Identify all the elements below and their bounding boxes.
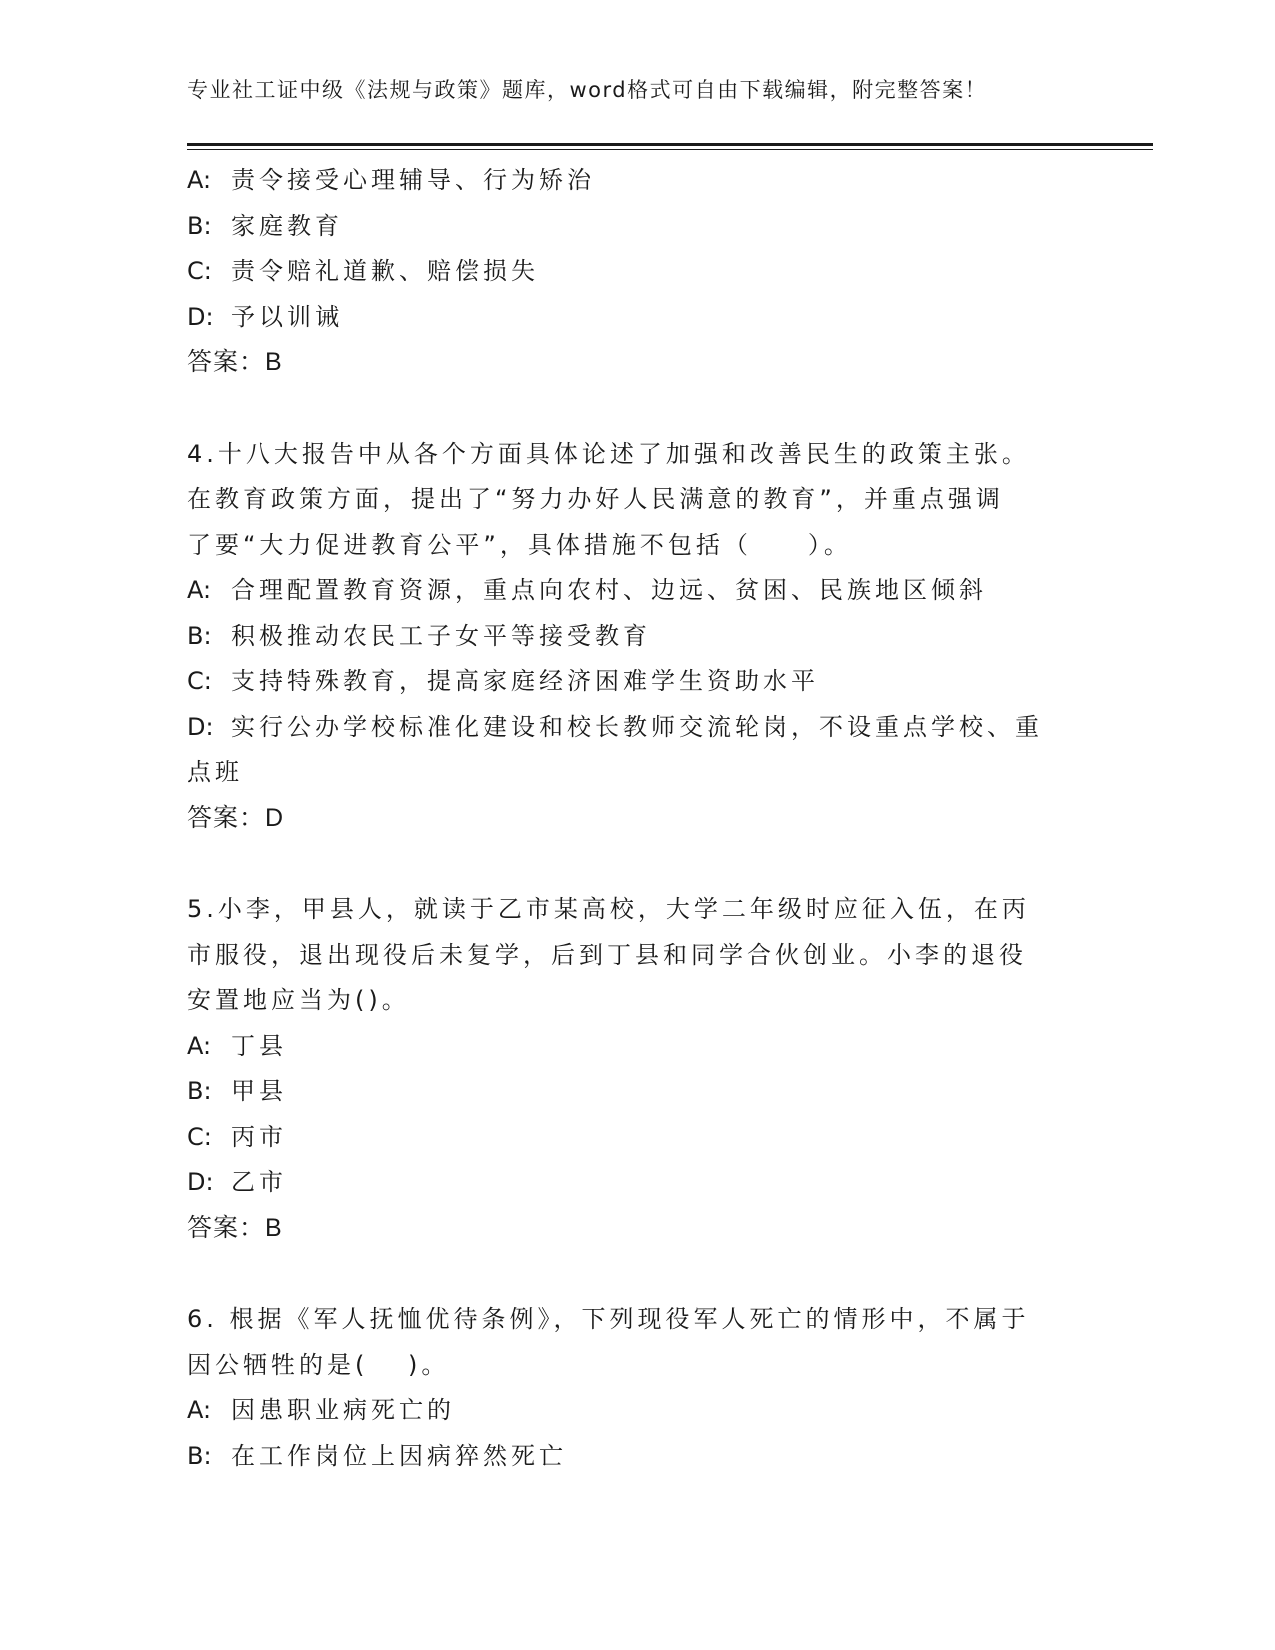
option-text: 丁县 xyxy=(231,1031,287,1060)
document-body xyxy=(187,158,1087,1479)
answer: 答案：B xyxy=(187,1213,283,1242)
option-key: D: xyxy=(187,712,214,741)
question-4-block xyxy=(187,432,1087,842)
spacer xyxy=(187,841,1087,887)
option-text: 支持特殊教育，提高家庭经济困难学生资助水平 xyxy=(231,667,819,695)
option-d xyxy=(187,1160,1087,1206)
option-c xyxy=(187,659,1087,705)
spacer xyxy=(187,1251,1087,1297)
option-text: 丙市 xyxy=(231,1122,287,1151)
option-c xyxy=(187,1115,1087,1161)
option-b xyxy=(187,1434,1087,1480)
option-text: 合理配置教育资源，重点向农村、边远、贫困、民族地区倾斜 xyxy=(231,576,987,604)
spacer xyxy=(187,386,1087,432)
option-text: 责令赔礼道歉、赔偿损失 xyxy=(231,257,539,285)
option-key: A: xyxy=(187,1396,212,1424)
answer: 答案：D xyxy=(187,803,285,832)
option-d-continuation: 点班 xyxy=(187,758,243,786)
question-6-block xyxy=(187,1297,1087,1479)
option-key: D: xyxy=(187,302,214,331)
header-rule-thick xyxy=(187,143,1153,146)
option-key: A: xyxy=(187,576,212,604)
question-stem-line: 了要“大力促进教育公平”，具体措施不包括（ ）。 xyxy=(187,530,852,559)
answer: 答案：B xyxy=(187,348,283,376)
option-b xyxy=(187,614,1087,660)
question-3-block xyxy=(187,158,1087,386)
option-text: 实行公办学校标准化建设和校长教师交流轮岗，不设重点学校、重 xyxy=(231,712,1043,741)
option-c xyxy=(187,249,1087,295)
question-stem-line: 5.小李，甲县人，就读于乙市某高校，大学二年级时应征入伍，在丙 xyxy=(187,895,1030,923)
option-text: 家庭教育 xyxy=(231,211,343,240)
header-rule-thin xyxy=(187,149,1153,150)
option-a xyxy=(187,158,1087,204)
question-stem-line: 安置地应当为()。 xyxy=(187,986,410,1014)
question-stem-line: 因公牺牲的是( )。 xyxy=(187,1350,450,1379)
option-text: 在工作岗位上因病猝然死亡 xyxy=(231,1441,567,1470)
option-key: B: xyxy=(187,1077,212,1105)
option-text: 责令接受心理辅导、行为矫治 xyxy=(231,166,595,194)
page-header: 专业社工证中级《法规与政策》题库，word格式可自由下载编辑，附完整答案！ xyxy=(187,78,988,102)
option-key: B: xyxy=(187,1441,212,1470)
option-text: 乙市 xyxy=(231,1168,287,1196)
option-key: A: xyxy=(187,166,212,194)
option-a xyxy=(187,568,1087,614)
option-key: C: xyxy=(187,667,212,695)
option-key: C: xyxy=(187,257,212,285)
question-stem-line: 6. 根据《军人抚恤优待条例》，下列现役军人死亡的情形中，不属于 xyxy=(187,1305,1030,1333)
option-b xyxy=(187,1069,1087,1115)
option-key: B: xyxy=(187,621,212,650)
question-5-block xyxy=(187,887,1087,1251)
question-stem-line: 在教育政策方面，提出了“努力办好人民满意的教育”，并重点强调 xyxy=(187,485,1004,513)
option-a xyxy=(187,1388,1087,1434)
option-key: B: xyxy=(187,211,212,240)
option-key: C: xyxy=(187,1122,212,1151)
option-a xyxy=(187,1024,1087,1070)
option-key: D: xyxy=(187,1168,214,1196)
option-text: 甲县 xyxy=(231,1077,287,1105)
option-text: 予以训诫 xyxy=(231,302,343,331)
question-stem-line: 4.十八大报告中从各个方面具体论述了加强和改善民生的政策主张。 xyxy=(187,439,1030,468)
option-b xyxy=(187,204,1087,250)
question-stem-line: 市服役，退出现役后未复学，后到丁县和同学合伙创业。小李的退役 xyxy=(187,940,1027,969)
option-key: A: xyxy=(187,1031,212,1060)
option-d xyxy=(187,705,1087,751)
option-d xyxy=(187,295,1087,341)
option-text: 因患职业病死亡的 xyxy=(231,1396,455,1424)
option-text: 积极推动农民工子女平等接受教育 xyxy=(231,621,651,650)
